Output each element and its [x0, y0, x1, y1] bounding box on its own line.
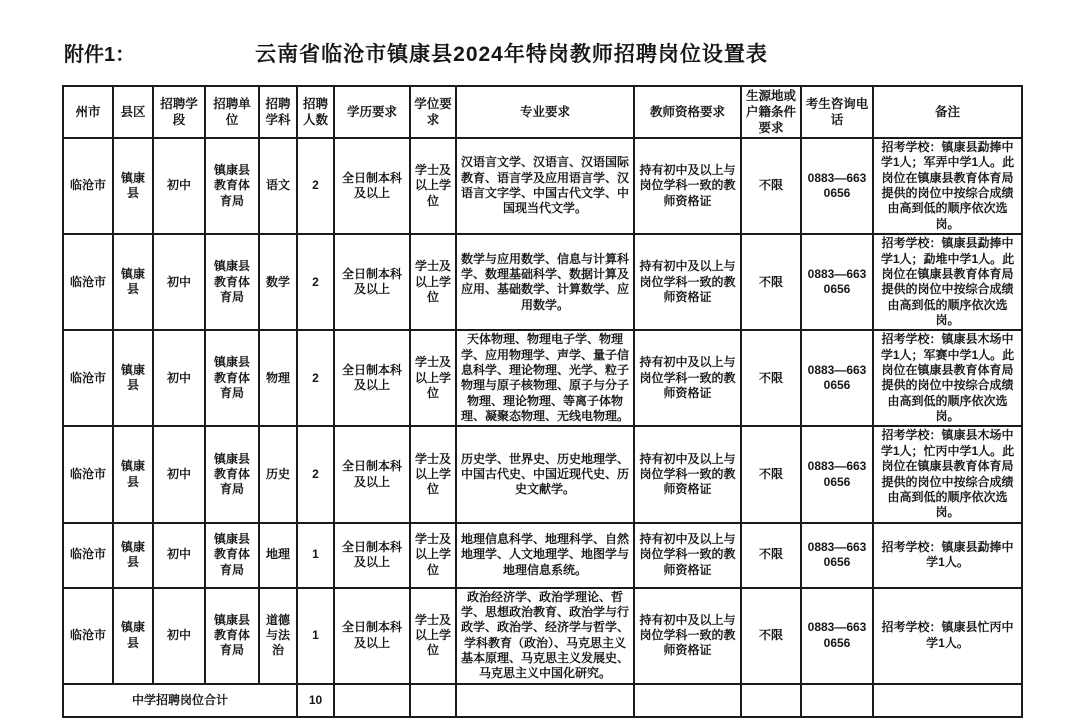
cell-major: 历史学、世界史、历史地理学、中国古代史、中国近现代史、历史文献学。 — [456, 426, 634, 522]
page-title: 云南省临沧市镇康县2024年特岗教师招聘岗位设置表 — [255, 43, 768, 66]
cell-phone: 0883—6630656 — [801, 234, 873, 330]
cell-unit: 镇康县教育体育局 — [205, 588, 259, 684]
table-row — [63, 523, 1022, 588]
cell-stage: 初中 — [153, 588, 205, 684]
cell-major: 天体物理、物理电子学、物理学、应用物理学、声学、量子信息科学、理论物理、光学、粒子物理与原子核物理、原子与分子物理、理论物理、等离子体物理、凝聚态物理、无线电物理。 — [456, 330, 634, 426]
header-city: 州市 — [63, 86, 113, 138]
cell-count: 2 — [297, 330, 334, 426]
cell-count: 2 — [297, 234, 334, 330]
cell-degree: 学士及以上学位 — [410, 523, 456, 588]
empty-cell — [410, 684, 456, 717]
cell-county: 镇康县 — [113, 138, 153, 234]
header-row — [63, 86, 1022, 138]
cell-city: 临沧市 — [63, 426, 113, 522]
cell-certificate: 持有初中及以上与岗位学科一致的教师资格证 — [634, 588, 741, 684]
cell-count: 1 — [297, 588, 334, 684]
cell-major: 汉语言文学、汉语言、汉语国际教育、语言学及应用语言学、汉语言文字学、中国古代文学、中国现当代文学。 — [456, 138, 634, 234]
cell-count: 2 — [297, 138, 334, 234]
cell-education: 全日制本科及以上 — [334, 426, 410, 522]
header-remark: 备注 — [873, 86, 1022, 138]
cell-major: 政治经济学、政治学理论、哲学、思想政治教育、政治学与行政学、政治学、经济学与哲学、学科教育（政治）、马克思主义基本原理、马克思主义发展史、马克思主义中国化研究。 — [456, 588, 634, 684]
cell-remark: 招考学校：镇康县木场中学1人；军赛中学1人。此岗位在镇康县教育体育局提供的岗位中按综合成绩由高到低的顺序依次选岗。 — [873, 330, 1022, 426]
cell-count: 2 — [297, 426, 334, 522]
cell-county: 镇康县 — [113, 426, 153, 522]
cell-unit: 镇康县教育体育局 — [205, 330, 259, 426]
cell-major: 地理信息科学、地理科学、自然地理学、人文地理学、地图学与地理信息系统。 — [456, 523, 634, 588]
cell-subject: 道德与法治 — [259, 588, 297, 684]
cell-remark: 招考学校：镇康县忙丙中学1人。 — [873, 588, 1022, 684]
cell-degree: 学士及以上学位 — [410, 588, 456, 684]
cell-phone: 0883—6630656 — [801, 138, 873, 234]
cell-remark: 招考学校：镇康县勐捧中学1人。 — [873, 523, 1022, 588]
cell-origin: 不限 — [741, 234, 801, 330]
cell-degree: 学士及以上学位 — [410, 138, 456, 234]
cell-subject: 物理 — [259, 330, 297, 426]
cell-certificate: 持有初中及以上与岗位学科一致的教师资格证 — [634, 426, 741, 522]
cell-origin: 不限 — [741, 330, 801, 426]
cell-phone: 0883—6630656 — [801, 426, 873, 522]
header-subject: 招聘学科 — [259, 86, 297, 138]
cell-county: 镇康县 — [113, 523, 153, 588]
table-row — [63, 138, 1022, 234]
table-row — [63, 234, 1022, 330]
cell-phone: 0883—6630656 — [801, 523, 873, 588]
cell-stage: 初中 — [153, 234, 205, 330]
total-count: 10 — [297, 684, 334, 717]
cell-stage: 初中 — [153, 138, 205, 234]
cell-city: 临沧市 — [63, 234, 113, 330]
cell-certificate: 持有初中及以上与岗位学科一致的教师资格证 — [634, 138, 741, 234]
cell-education: 全日制本科及以上 — [334, 523, 410, 588]
cell-city: 临沧市 — [63, 588, 113, 684]
cell-subject: 历史 — [259, 426, 297, 522]
cell-subject: 语文 — [259, 138, 297, 234]
table-row — [63, 426, 1022, 522]
cell-remark: 招考学校：镇康县勐捧中学1人；军弄中学1人。此岗位在镇康县教育体育局提供的岗位中按综合成绩由高到低的顺序依次选岗。 — [873, 138, 1022, 234]
cell-remark: 招考学校：镇康县木场中学1人；忙丙中学1人。此岗位在镇康县教育体育局提供的岗位中按综合成绩由高到低的顺序依次选岗。 — [873, 426, 1022, 522]
recruitment-table — [62, 85, 1023, 718]
cell-education: 全日制本科及以上 — [334, 138, 410, 234]
cell-degree: 学士及以上学位 — [410, 426, 456, 522]
cell-unit: 镇康县教育体育局 — [205, 138, 259, 234]
cell-origin: 不限 — [741, 588, 801, 684]
cell-origin: 不限 — [741, 426, 801, 522]
cell-subject: 数学 — [259, 234, 297, 330]
empty-cell — [456, 684, 634, 717]
empty-cell — [801, 684, 873, 717]
header-education: 学历要求 — [334, 86, 410, 138]
empty-cell — [634, 684, 741, 717]
header-origin: 生源地或户籍条件要求 — [741, 86, 801, 138]
header-certificate: 教师资格要求 — [634, 86, 741, 138]
header-stage: 招聘学段 — [153, 86, 205, 138]
cell-phone: 0883—6630656 — [801, 588, 873, 684]
cell-unit: 镇康县教育体育局 — [205, 426, 259, 522]
cell-city: 临沧市 — [63, 138, 113, 234]
empty-cell — [741, 684, 801, 717]
cell-unit: 镇康县教育体育局 — [205, 523, 259, 588]
empty-cell — [334, 684, 410, 717]
header-count: 招聘人数 — [297, 86, 334, 138]
header-major: 专业要求 — [456, 86, 634, 138]
cell-phone: 0883—6630656 — [801, 330, 873, 426]
cell-county: 镇康县 — [113, 330, 153, 426]
total-row — [63, 684, 1022, 717]
cell-major: 数学与应用数学、信息与计算科学、数理基础科学、数据计算及应用、基础数学、计算数学、应用数学。 — [456, 234, 634, 330]
cell-education: 全日制本科及以上 — [334, 234, 410, 330]
cell-city: 临沧市 — [63, 523, 113, 588]
cell-stage: 初中 — [153, 523, 205, 588]
cell-degree: 学士及以上学位 — [410, 234, 456, 330]
cell-education: 全日制本科及以上 — [334, 588, 410, 684]
header-degree: 学位要求 — [410, 86, 456, 138]
table-row — [63, 588, 1022, 684]
cell-county: 镇康县 — [113, 234, 153, 330]
header-county: 县区 — [113, 86, 153, 138]
total-label: 中学招聘岗位合计 — [63, 684, 297, 717]
cell-stage: 初中 — [153, 426, 205, 522]
header-unit: 招聘单位 — [205, 86, 259, 138]
cell-unit: 镇康县教育体育局 — [205, 234, 259, 330]
cell-certificate: 持有初中及以上与岗位学科一致的教师资格证 — [634, 234, 741, 330]
cell-subject: 地理 — [259, 523, 297, 588]
cell-remark: 招考学校：镇康县勐捧中学1人；勐堆中学1人。此岗位在镇康县教育体育局提供的岗位中按综合成绩由高到低的顺序依次选岗。 — [873, 234, 1022, 330]
cell-stage: 初中 — [153, 330, 205, 426]
cell-count: 1 — [297, 523, 334, 588]
cell-education: 全日制本科及以上 — [334, 330, 410, 426]
attachment-label: 附件1： — [64, 44, 136, 66]
document-header — [62, 0, 1021, 85]
empty-cell — [873, 684, 1022, 717]
cell-origin: 不限 — [741, 138, 801, 234]
header-phone: 考生咨询电话 — [801, 86, 873, 138]
cell-county: 镇康县 — [113, 588, 153, 684]
table-row — [63, 330, 1022, 426]
cell-degree: 学士及以上学位 — [410, 330, 456, 426]
cell-city: 临沧市 — [63, 330, 113, 426]
cell-origin: 不限 — [741, 523, 801, 588]
cell-certificate: 持有初中及以上与岗位学科一致的教师资格证 — [634, 523, 741, 588]
cell-certificate: 持有初中及以上与岗位学科一致的教师资格证 — [634, 330, 741, 426]
